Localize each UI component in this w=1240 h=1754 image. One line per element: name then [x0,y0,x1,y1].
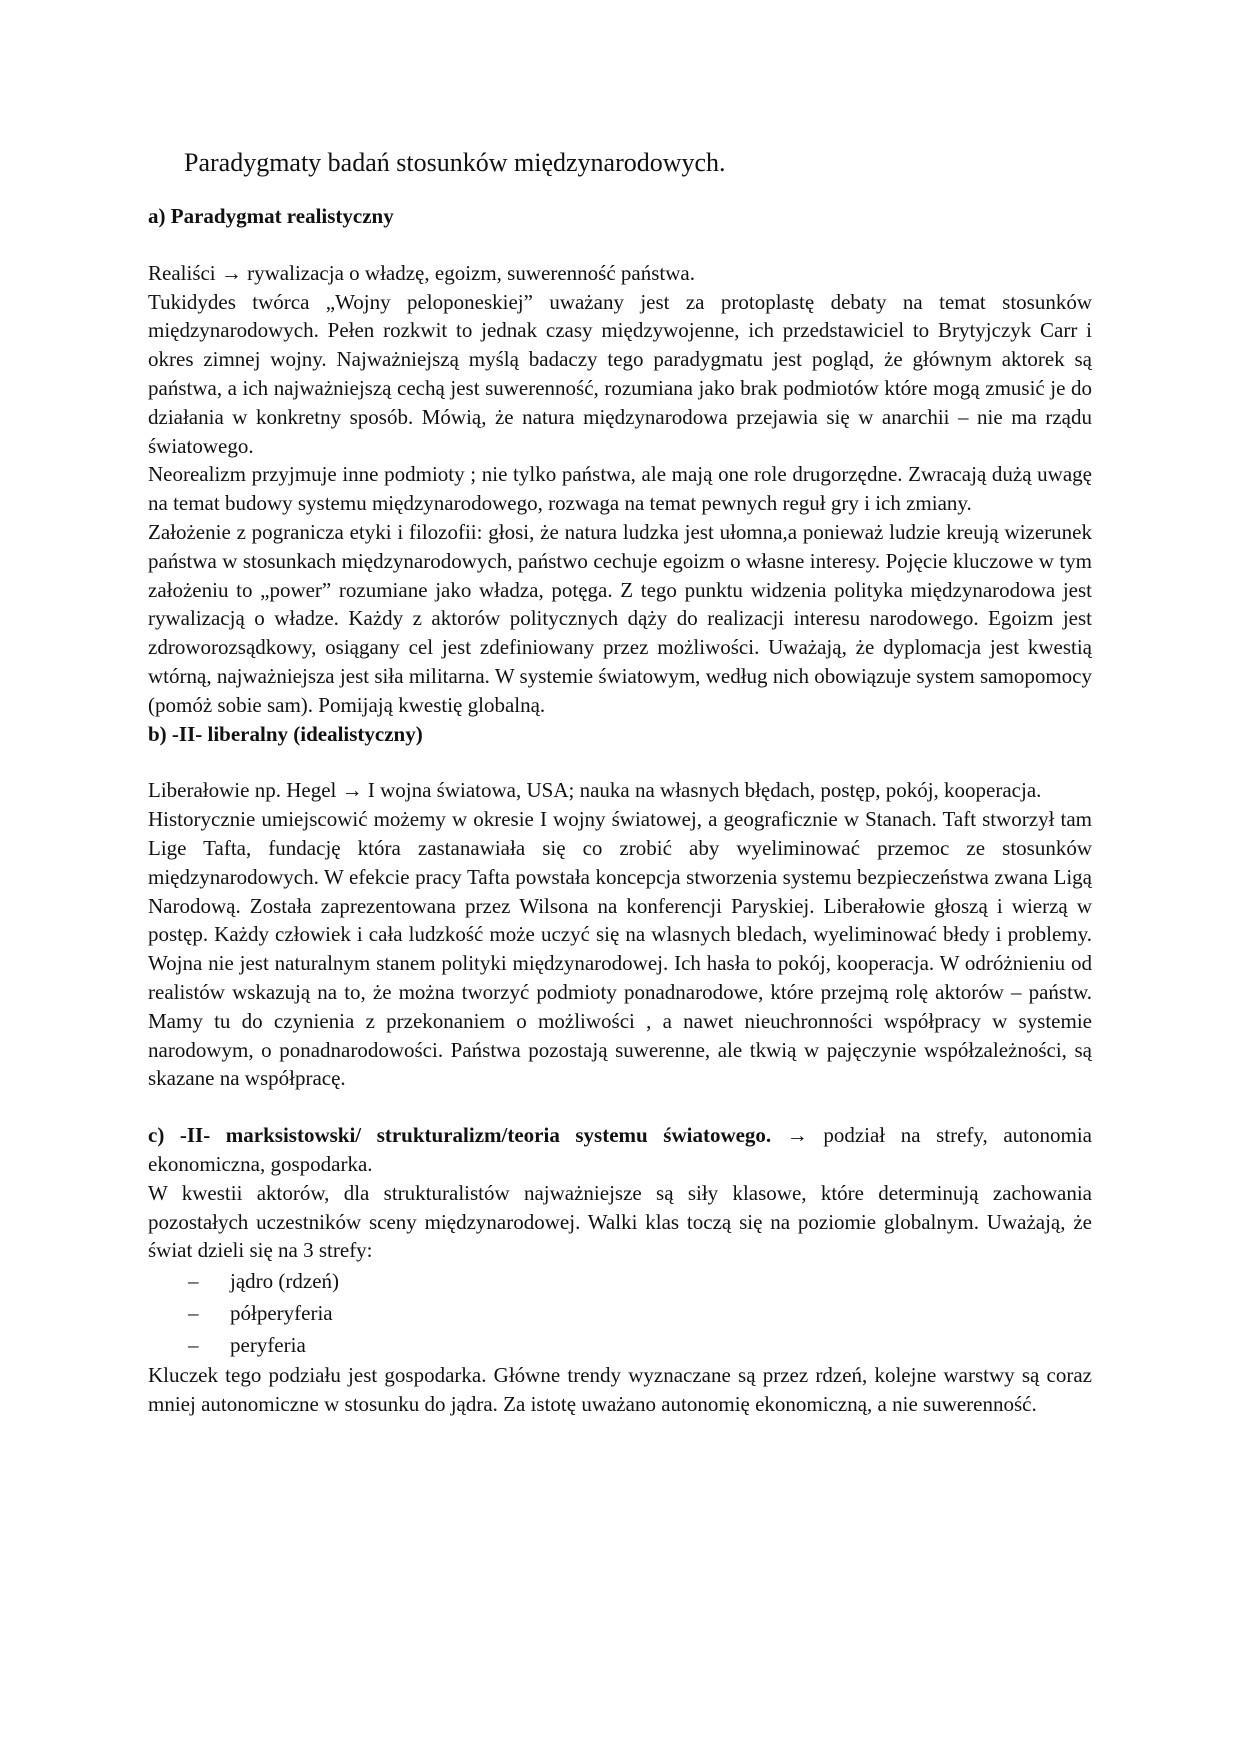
list-dash: – [188,1269,199,1294]
list-item-text: peryferia [230,1333,306,1358]
section-a-body [148,259,1092,720]
section-c-paragraph-2: Kluczek tego podziału jest gospodarka. Główne trendy wyznaczane są przez rdzeń, kolejne warstwy są coraz mniej autonomiczne w stosunku do jądra. Za istotę uważano autonomię ekonomiczną, a nie suwerenność. [148,1363,1092,1416]
section-c-body [148,1179,1092,1419]
section-b-body [148,776,1092,1093]
section-a-paragraph-2: Tukidydes twórca „Wojny peloponeskiej” uważany jest za protoplastę debaty na temat stosunków międzynarodowych. Pełen rozkwit to jednak czasy międzywojenne, ich przedstawiciel to Brytyjczyk Carr i okres zimnej wojny. Najważniejszą myślą badaczy tego paradygmatu jest pogląd, że głównym aktorek są państwa, a ich najważniejszą cechą jest suwerenność, rozumiana jako brak podmiotów które mogą zmusić je do działania w konkretny sposób. Mówią, że natura międzynarodowa przejawia się w anarchii – nie ma rządu światowego. [148,289,1092,458]
section-a-paragraph-1: Realiści → rywalizacja o władzę, egoizm, suwerenność państwa. [148,260,695,285]
section-c-heading [148,1121,1092,1179]
section-a-heading: a) Paradygmat realistyczny [148,204,394,228]
section-c-heading-bold: c) -II- marksistowski/ strukturalizm/teoria systemu światowego. [148,1123,772,1148]
list-dash: – [188,1333,199,1358]
section-a-paragraph-3: Neorealizm przyjmuje inne podmioty ; nie tylko państwa, ale mają one role drugorzędne. Zwracają dużą uwagę na temat budowy systemu międzynarodowego, rozwaga na temat pewnych reguł gry i ich zmiany. [148,462,1092,516]
list-dash: – [188,1301,199,1326]
list-item-text: jądro (rdzeń) [230,1269,340,1294]
section-c-paragraph-1: W kwestii aktorów, dla strukturalistów najważniejsze są siły klasowe, które determinują zachowania pozostałych uczestników sceny międzynarodowej. Walki klas toczą się na poziomie globalnym. Uważają, że świat dzieli się na 3 strefy: [148,1180,1092,1263]
list-item-text: półperyferia [230,1301,333,1326]
document-title: Paradygmaty badań stosunków międzynarodowych. [184,148,726,177]
section-a-paragraph-4: Założenie z pogranicza etyki i filozofii: głosi, że natura ludzka jest ułomna,a ponieważ ludzie kreują wizerunek państwa w stosunkach międzynarodowych, państwo cechuje egoizm o własne interesy. Pojęcie kluczowe w tym założeniu to „power” rozumiane jako władza, potęga. Z tego punktu widzenia polityka międzynarodowa jest rywalizacją o władze. Każdy z aktorów politycznych dąży do realizacji interesu narodowego. Egoizm jest zdroworozsądkowy, osiągany cel jest zdefiniowany przez możliwości. Uważają, że dyplomacja jest kwestią wtórną, najważniejsza jest siła militarna. W systemie światowym, według nich obowiązuje system samopomocy (pomóż sobie sam). Pomijają kwestię globalną. [148,519,1092,717]
zones-list [148,1265,1092,1361]
list-item [188,1265,1092,1297]
section-c-heading-tail: → podział na strefy, autonomia ekonomiczna, gospodarka. [148,1123,1092,1176]
list-item [188,1329,1092,1361]
section-b-paragraph-2: Historycznie umiejscowić możemy w okresie I wojny światowej, a geograficznie w Stanach. Taft stworzył tam Lige Tafta, fundację która zastanawiała się co zrobić aby wyeliminować przemoc ze stosunków międzynarodowych. W efekcie pracy Tafta powstała koncepcja stworzenia systemu bezpieczeństwa zwana Ligą Narodową. Została zaprezentowana przez Wilsona na konferencji Paryskiej. Liberałowie głoszą i wierzą w postęp. Każdy człowiek i cała ludzkość może uczyć się na wlasnych bledach, wyeliminować błedy i problemy. Wojna nie jest naturalnym stanem polityki międzynarodowej. Ich hasła to pokój, kooperacja. W odróżnieniu od realistów wskazują na to, że można tworzyć podmioty ponadnarodowe, które przejmą rolę aktorów – państw. Mamy tu do czynienia z przekonaniem o możliwości , a nawet nieuchronności współpracy w systemie narodowym, o ponadnarodowości. Państwa pozostają suwerenne, ale tkwią w pajęczynie współzależności, są skazane na współpracę. [148,807,1092,1091]
document-page [148,146,1092,1419]
section-b-heading: b) -II- liberalny (idealistyczny) [148,721,423,746]
list-item [188,1297,1092,1329]
section-b-paragraph-1: Liberałowie np. Hegel → I wojna światowa, USA; nauka na własnych błędach, postęp, pokój, kooperacja. [148,778,1042,803]
